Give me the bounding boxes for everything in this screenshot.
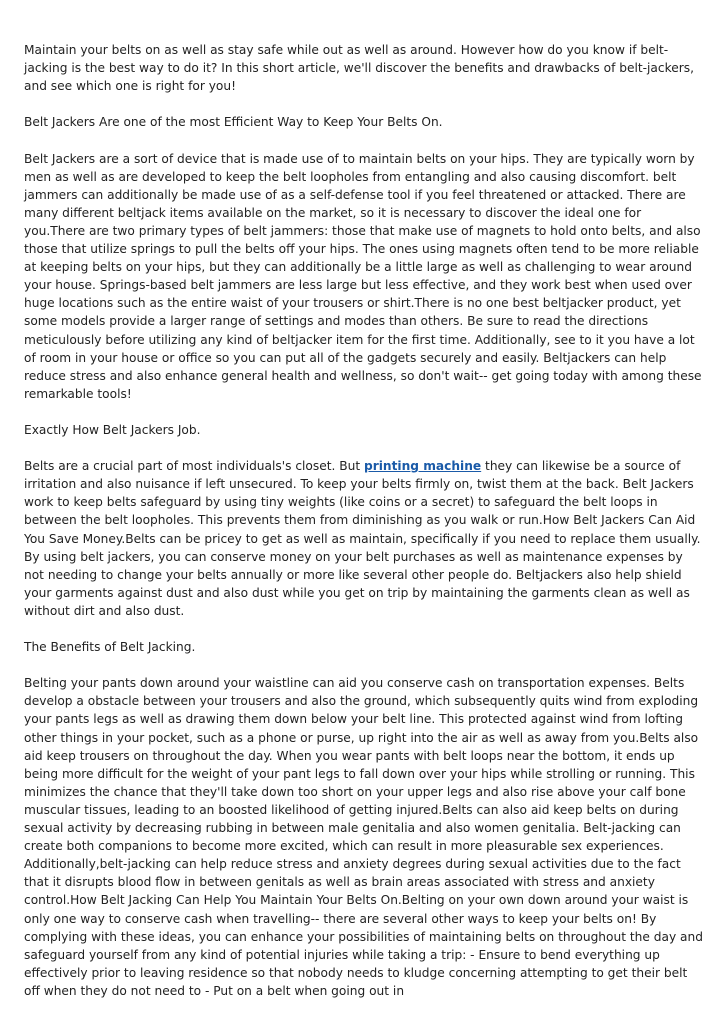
paragraph-benefits: Belting your pants down around your waistline can aid you conserve cash on transportation expenses. Belts develop a obstacle between your trousers and also the ground, which subsequently quits wind from exploding your pants legs as well as drawing them down below your belt line. This protected against wind from lofting other things in your pocket, such as a phone or purse, up right into the air as well as away from you.Belts also aid keep trousers on throughout the day. When you wear pants with belt loops near the bottom, it ends up being more difficult for the weight of your pant legs to fall down over your hips while strolling or running. This minimizes the chance that they'll take down too short on your upper legs and also rise above your calf bone muscular tissues, leading to an boosted likelihood of getting injured.Belts can also aid keep belts on during sexual activity by decreasing rubbing in between male genitalia and also women genitalia. Belt-jacking can create both companions to become more excited, which can result in more pleasurable sex experiences. Additionally,belt-jacking can help reduce stress and anxiety degrees during sexual activities due to the fact that it disrupts blood flow in between genitals as well as brain areas associated with stress and anxiety control.How Belt Jacking Can Help You Maintain Your Belts On.Belting on your own down around your waist is only one way to conserve cash when travelling-- there are several other ways to keep your belts on! By complying with these ideas, you can enhance your possibilities of maintaining belts on throughout the day and safeguard yourself from any kind of potential injuries while taking a trip: - Ensure to bend everything up effectively prior to leaving residence so that nobody needs to kludge concerning attempting to get their belt off when they do not need to - Put on a belt when going out in [24,676,703,998]
section-heading-efficient-way: Belt Jackers Are one of the most Efficient Way to Keep Your Belts On. [24,115,443,130]
paragraph-belt-jackers-description: Belt Jackers are a sort of device that is made use of to maintain belts on your hips. They are typically worn by men as well as are developed to keep the belt loopholes from entangling and also causing discomfort. belt jammers can additionally be made use of as a self-defense tool if you feel threatened or attacked. There are many different beltjack items available on the market, so it is necessary to discover the ideal one for you.There are two primary types of belt jammers: those that make use of magnets to hold onto belts, and also those that utilize springs to pull the belts off your hips. The ones using magnets often tend to be more reliable at keeping belts on your hips, but they can additionally be a little large as well as challenging to wear around your house. Springs-based belt jammers are less large but less effective, and they work best when used over huge locations such as the entire waist of your trousers or shirt.There is no one best beltjacker product, yet some models provide a larger range of settings and modes than others. Be sure to read the directions meticulously before utilizing any kind of beltjacker item for the first time. Additionally, see to it you have a lot of room in your house or office so you can put all of the gadgets securely and easily. Beltjackers can help reduce stress and also enhance general health and wellness, so don't wait-- get going today with among these remarkable tools! [24,151,702,401]
paragraph-text-after-link: they can likewise be a source of irritation and also nuisance if left unsecured. To keep your belts firmly on, twist them at the back. Belt Jackers work to keep belts safeguard by using tiny weights (like coins or a secret) to safeguard the belt loops in between the belt loopholes. This prevents them from diminishing as you walk or run.How Belt Jackers Can Aid You Save Money.Belts can be pricey to get as well as maintain, specifically if you need to replace them usually. By using belt jackers, you can conserve money on your belt purchases as well as maintenance expenses by not needing to change your belts annually or more like several other people do. Beltjackers also help shield your garments against dust and also dust while you get on trip by maintaining the garments clean as well as without dirt and also dust. [24,459,701,618]
article-body [24,41,706,1018]
intro-paragraph: Maintain your belts on as well as stay safe while out as well as around. However how do you know if belt-jacking is the best way to do it? In this short article, we'll discover the benefits and drawbacks of belt-jackers, and see which one is right for you! [24,43,694,94]
section-heading-benefits: The Benefits of Belt Jacking. [24,640,196,655]
printing-machine-link[interactable]: printing machine [363,459,482,474]
paragraph-text-before-link: Belts are a crucial part of most individuals's closet. But [24,459,364,474]
paragraph-how-they-work [24,457,706,620]
section-heading-how-they-work: Exactly How Belt Jackers Job. [24,422,201,437]
